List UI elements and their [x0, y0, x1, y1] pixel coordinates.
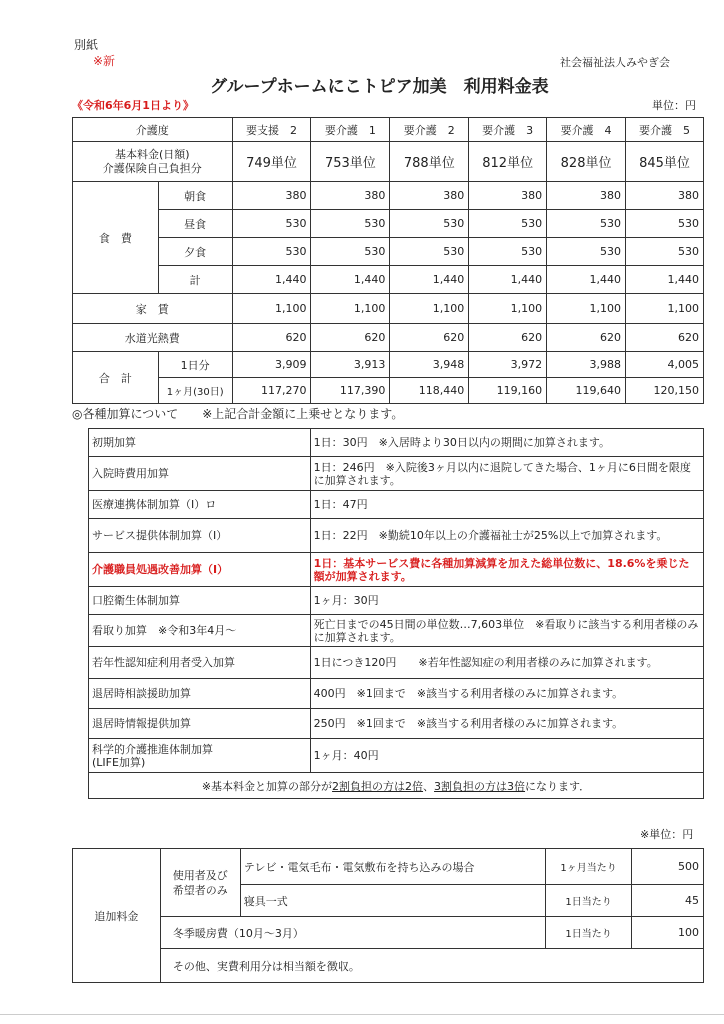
addon-name: 初期加算	[89, 429, 311, 457]
total-value: 3,913	[311, 352, 390, 378]
addon-name: 入院時費用加算	[89, 457, 311, 491]
meal-value: 530	[469, 238, 547, 266]
utility-value: 620	[626, 324, 704, 352]
rent-value: 1,100	[390, 294, 469, 324]
utility-value: 620	[232, 324, 311, 352]
meal-value: 380	[232, 182, 311, 210]
extra-row	[73, 849, 704, 885]
addon-row	[89, 709, 704, 739]
addons-note-row	[89, 773, 704, 799]
extra-item: テレビ・電気毛布・電気敷布を持ち込みの場合	[240, 849, 545, 885]
addon-desc: 1日：47円	[310, 491, 703, 519]
effective-date: 《令和6年6月1日より》	[72, 99, 194, 112]
addons-heading: ◎各種加算について ※上記合計金額に上乗せとなります。	[72, 407, 404, 421]
total-value: 120,150	[626, 378, 704, 404]
level-cell: 要介護 2	[390, 118, 469, 142]
addon-row	[89, 679, 704, 709]
note-triple: 3割負担の方は3倍	[434, 779, 526, 793]
header-row	[73, 118, 704, 142]
extra-amount: 500	[632, 849, 704, 885]
total-value: 119,160	[469, 378, 547, 404]
addon-row	[89, 553, 704, 587]
addon-name: サービス提供体制加算（Ⅰ）	[89, 519, 311, 553]
rent-row	[73, 294, 704, 324]
level-cell: 要支援 2	[232, 118, 311, 142]
total-value: 117,390	[311, 378, 390, 404]
extra-row	[73, 917, 704, 949]
rent-value: 1,100	[232, 294, 311, 324]
utility-label: 水道光熱費	[73, 324, 233, 352]
meal-value: 530	[390, 238, 469, 266]
extra-per: 1日当たり	[546, 917, 632, 949]
addon-name: 看取り加算 ※令和3年4月～	[89, 615, 311, 647]
addon-desc: 死亡日までの45日間の単位数…7,603単位 ※看取りに該当する利用者様のみに加算されます。	[310, 615, 703, 647]
meal-value: 530	[232, 238, 311, 266]
addon-row	[89, 739, 704, 773]
base-unit: 753単位	[311, 142, 390, 182]
extra-amount: 100	[632, 917, 704, 949]
base-fee-label: 基本料金(日額) 介護保険自己負担分	[73, 142, 233, 182]
rent-value: 1,100	[547, 294, 626, 324]
addon-desc: 1ヶ月：30円	[310, 587, 703, 615]
meal-value: 380	[547, 182, 626, 210]
meal-value: 1,440	[390, 266, 469, 294]
addon-desc: 1日につき120円 ※若年性認知症の利用者様のみに加算されます。	[310, 647, 703, 679]
extra-per: 1日当たり	[546, 885, 632, 917]
base-unit: 828単位	[547, 142, 626, 182]
base-fee-row	[73, 142, 704, 182]
extra-amount: 45	[632, 885, 704, 917]
meal-value: 1,440	[232, 266, 311, 294]
unit-label: 単位：円	[652, 99, 696, 112]
level-cell: 要介護 1	[311, 118, 390, 142]
meal-value: 530	[626, 238, 704, 266]
addon-row	[89, 457, 704, 491]
base-unit: 845単位	[626, 142, 704, 182]
addon-name: 介護職員処遇改善加算（Ⅰ）	[89, 553, 311, 587]
note-pre: ※基本料金と加算の部分が	[201, 779, 333, 793]
meal-value: 380	[390, 182, 469, 210]
addon-desc: 1ヶ月：40円	[310, 739, 703, 773]
meal-row	[73, 238, 704, 266]
meal-value: 530	[390, 210, 469, 238]
addons-table	[88, 428, 704, 799]
utility-value: 620	[469, 324, 547, 352]
level-cell: 要介護 4	[547, 118, 626, 142]
meal-label: 夕食	[158, 238, 232, 266]
addon-row	[89, 647, 704, 679]
level-cell: 要介護 3	[469, 118, 547, 142]
extra-item: 冬季暖房費（10月～3月）	[160, 917, 545, 949]
addon-name: 退居時情報提供加算	[89, 709, 311, 739]
addon-name: 科学的介護推進体制加算 (LIFE加算)	[89, 739, 311, 773]
extra-item: 寝具一式	[240, 885, 545, 917]
annex-label: 別紙	[74, 38, 99, 52]
meal-group-label: 食 費	[73, 182, 159, 294]
extra-group-label: 追加料金	[73, 849, 161, 983]
meal-value: 380	[626, 182, 704, 210]
total-value: 3,988	[547, 352, 626, 378]
total-value: 119,640	[547, 378, 626, 404]
care-level-header: 介護度	[73, 118, 233, 142]
addon-row	[89, 491, 704, 519]
meal-label: 昼食	[158, 210, 232, 238]
meal-value: 1,440	[626, 266, 704, 294]
meal-value: 1,440	[547, 266, 626, 294]
note-post: になります．	[525, 779, 591, 793]
total-row	[73, 378, 704, 404]
addons-note	[89, 773, 704, 799]
total-value: 118,440	[390, 378, 469, 404]
total-value: 4,005	[626, 352, 704, 378]
addon-row	[89, 429, 704, 457]
utility-value: 620	[311, 324, 390, 352]
addon-desc: 1日：基本サービス費に各種加算減算を加えた総単位数に、18.6%を乗じた額が加算されます。	[310, 553, 703, 587]
meal-value: 1,440	[311, 266, 390, 294]
meal-value: 530	[547, 210, 626, 238]
addon-desc: 1日：246円 ※入院後3ヶ月以内に退院してきた場合、1ヶ月に6日間を限度に加算されます。	[310, 457, 703, 491]
base-unit: 788単位	[390, 142, 469, 182]
meal-row	[73, 210, 704, 238]
extra-per: 1ヶ月当たり	[546, 849, 632, 885]
base-unit: 749単位	[232, 142, 311, 182]
scan-edge	[0, 1014, 724, 1015]
meal-value: 380	[469, 182, 547, 210]
rent-value: 1,100	[311, 294, 390, 324]
addon-desc: 400円 ※1回まで ※該当する利用者様のみに加算されます。	[310, 679, 703, 709]
meal-label: 朝食	[158, 182, 232, 210]
corporation-name: 社会福祉法人みやぎ会	[560, 56, 670, 69]
meal-label: 計	[158, 266, 232, 294]
total-row	[73, 352, 704, 378]
addon-row	[89, 519, 704, 553]
addon-desc: 1日：30円 ※入居時より30日以内の期間に加算されます。	[310, 429, 703, 457]
addon-name: 医療連携体制加算（Ⅰ）ロ	[89, 491, 311, 519]
addon-name: 退居時相談援助加算	[89, 679, 311, 709]
meal-value: 530	[311, 238, 390, 266]
meal-value: 1,440	[469, 266, 547, 294]
addon-row	[89, 615, 704, 647]
new-mark: ※新	[93, 54, 116, 68]
meal-value: 530	[626, 210, 704, 238]
total-group-label: 合 計	[73, 352, 159, 404]
total-label: 1日分	[158, 352, 232, 378]
rent-label: 家 賃	[73, 294, 233, 324]
meal-value: 380	[311, 182, 390, 210]
meal-value: 530	[547, 238, 626, 266]
total-label: 1ヶ月(30日)	[158, 378, 232, 404]
meal-row	[73, 182, 704, 210]
meal-value: 530	[469, 210, 547, 238]
level-cell: 要介護 5	[626, 118, 704, 142]
total-value: 3,948	[390, 352, 469, 378]
utility-value: 620	[547, 324, 626, 352]
rent-value: 1,100	[626, 294, 704, 324]
meal-value: 530	[232, 210, 311, 238]
rent-value: 1,100	[469, 294, 547, 324]
addon-name: 若年性認知症利用者受入加算	[89, 647, 311, 679]
meal-row	[73, 266, 704, 294]
meal-value: 530	[311, 210, 390, 238]
utility-row	[73, 324, 704, 352]
fee-table	[72, 117, 704, 404]
addon-desc: 1日：22円 ※勤続10年以上の介護福祉士が25%以上で加算されます。	[310, 519, 703, 553]
extra-subgroup-label: 使用者及び 希望者のみ	[160, 849, 240, 917]
note-double: 2割負担の方は2倍	[332, 779, 424, 793]
utility-value: 620	[390, 324, 469, 352]
extra-other: その他、実費利用分は相当額を徴収。	[160, 949, 703, 983]
total-value: 3,909	[232, 352, 311, 378]
addon-desc: 250円 ※1回まで ※該当する利用者様のみに加算されます。	[310, 709, 703, 739]
total-value: 3,972	[469, 352, 547, 378]
total-value: 117,270	[232, 378, 311, 404]
extra-other-row	[73, 949, 704, 983]
note-mid: 、	[423, 779, 435, 793]
page-title: グループホームにこトピア加美 利用料金表	[210, 77, 549, 97]
extra-charges-table	[72, 848, 704, 983]
addon-row	[89, 587, 704, 615]
extra-unit-label: ※単位：円	[640, 828, 694, 841]
addon-name: 口腔衛生体制加算	[89, 587, 311, 615]
base-unit: 812単位	[469, 142, 547, 182]
